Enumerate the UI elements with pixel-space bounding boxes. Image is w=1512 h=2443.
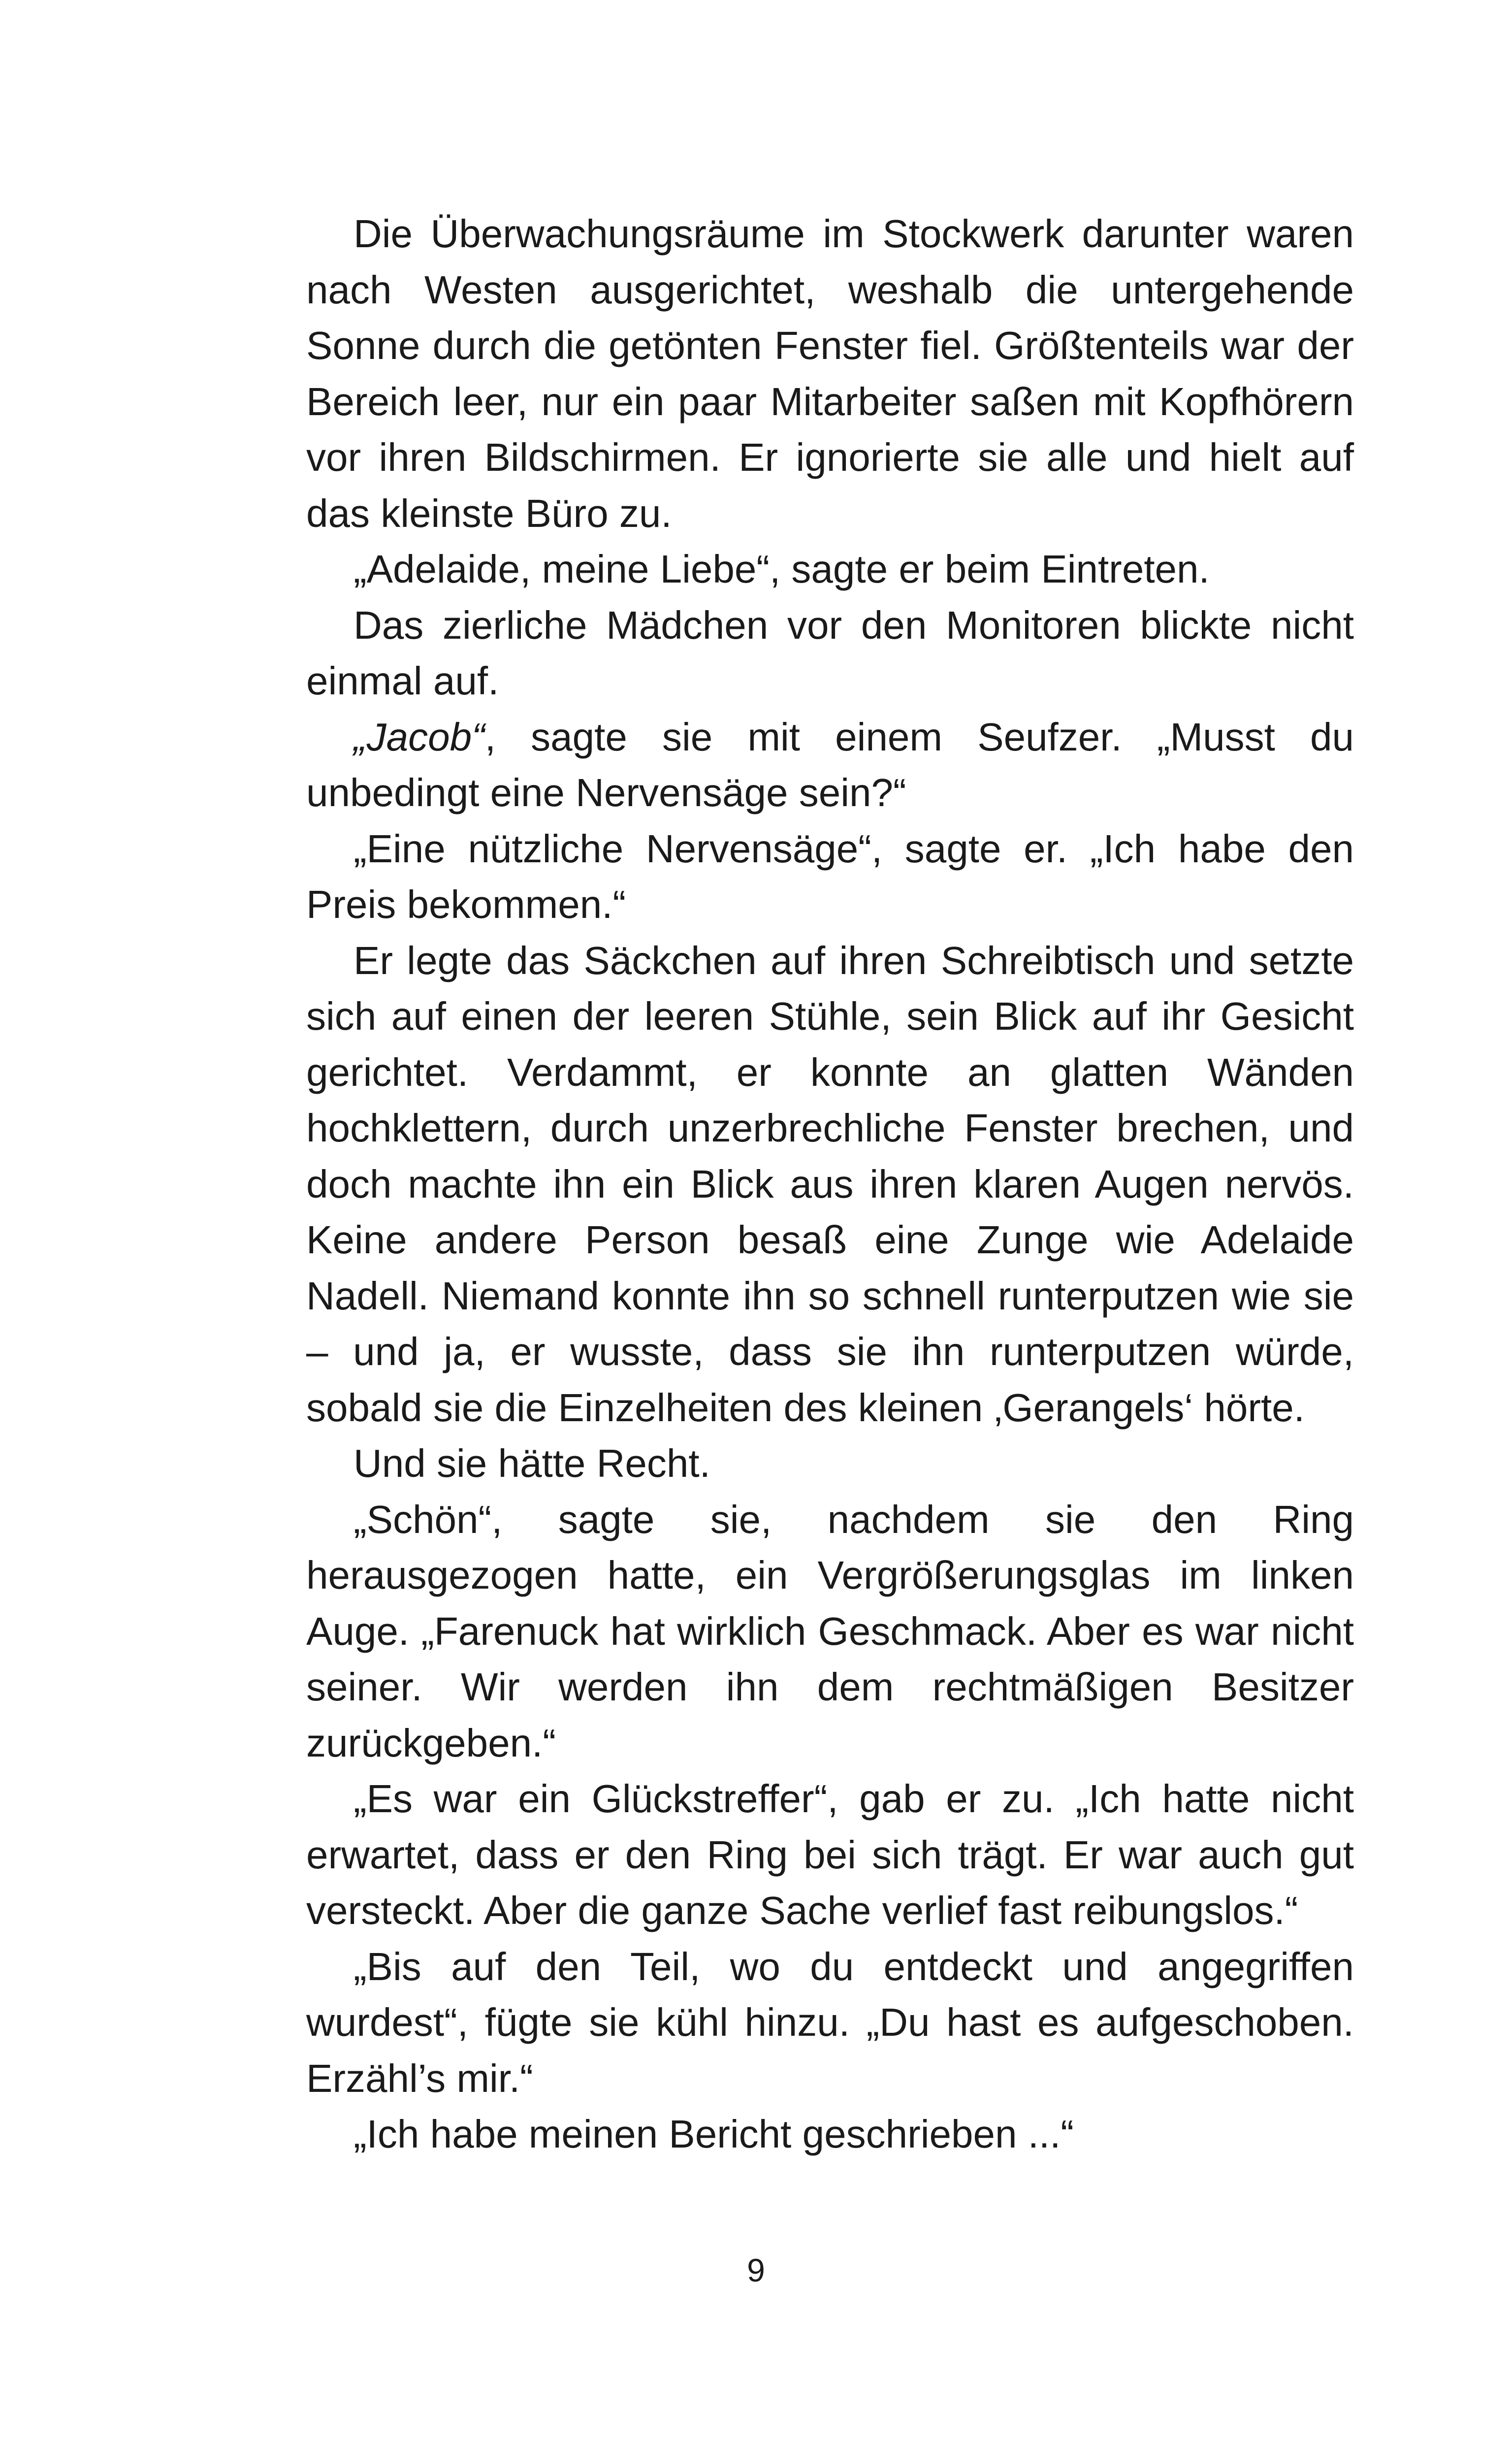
paragraph-4 (306, 709, 1354, 821)
paragraph-9: „Es war ein Glückstreffer“, gab er zu. „Ich hatte nicht erwartet, dass er den Ring bei sich trägt. Er war auch gut versteckt. Aber die ganze Sache verlief fast reibungslos.“ (306, 1777, 1354, 1932)
paragraph-4-rest: , sagte sie mit einem Seufzer. „Musst du unbedingt eine Nervensäge sein?“ (306, 715, 1354, 814)
body-text (306, 206, 1354, 2162)
paragraph-6: Er legte das Säckchen auf ihren Schreibtisch und setzte sich auf einen der leeren Stühle, sein Blick auf ihr Gesicht gerichtet. Verdammt, er konnte an glatten Wänden hochklettern, durch unzerbrechliche Fenster brechen, und doch machte ihn ein Blick aus ihren klaren Augen nervös. Keine andere Person besaß eine Zunge wie Adelaide Nadell. Niemand konnte ihn so schnell runterputzen wie sie – und ja, er wusste, dass sie ihn runterputzen würde, sobald sie die Einzelheiten des kleinen ‚Gerangels‘ hörte. (306, 938, 1354, 1430)
paragraph-5: „Eine nützliche Nervensäge“, sagte er. „Ich habe den Preis bekommen.“ (306, 826, 1354, 926)
page-number: 9 (747, 2252, 765, 2288)
paragraph-7: Und sie hätte Recht. (354, 1441, 710, 1485)
paragraph-10: „Bis auf den Teil, wo du entdeckt und angegriffen wurdest“, fügte sie kühl hinzu. „Du hast es aufgeschoben. Erzähl’s mir.“ (306, 1944, 1354, 2100)
paragraph-11: „Ich habe meinen Bericht geschrieben ...“ (354, 2112, 1074, 2156)
paragraph-1: Die Überwachungsräume im Stockwerk darunter waren nach Westen ausgerichtet, weshalb die untergehende Sonne durch die getönten Fenster fiel. Größtenteils war der Bereich leer, nur ein paar Mitarbeiter saßen mit Kopfhörern vor ihren Bildschirmen. Er ignorierte sie alle und hielt auf das kleinste Büro zu. (306, 212, 1354, 535)
paragraph-2: „Adelaide, meine Liebe“, sagte er beim Eintreten. (354, 547, 1210, 591)
paragraph-3: Das zierliche Mädchen vor den Monitoren blickte nicht einmal auf. (306, 603, 1354, 703)
paragraph-8: „Schön“, sagte sie, nachdem sie den Ring herausgezogen hatte, ein Vergrößerungsglas im linken Auge. „Farenuck hat wirklich Geschmack. Aber es war nicht seiner. Wir werden ihn dem rechtmäßigen Besitzer zurückgeben.“ (306, 1497, 1354, 1765)
emphasized-name: „Jacob“ (354, 715, 485, 759)
